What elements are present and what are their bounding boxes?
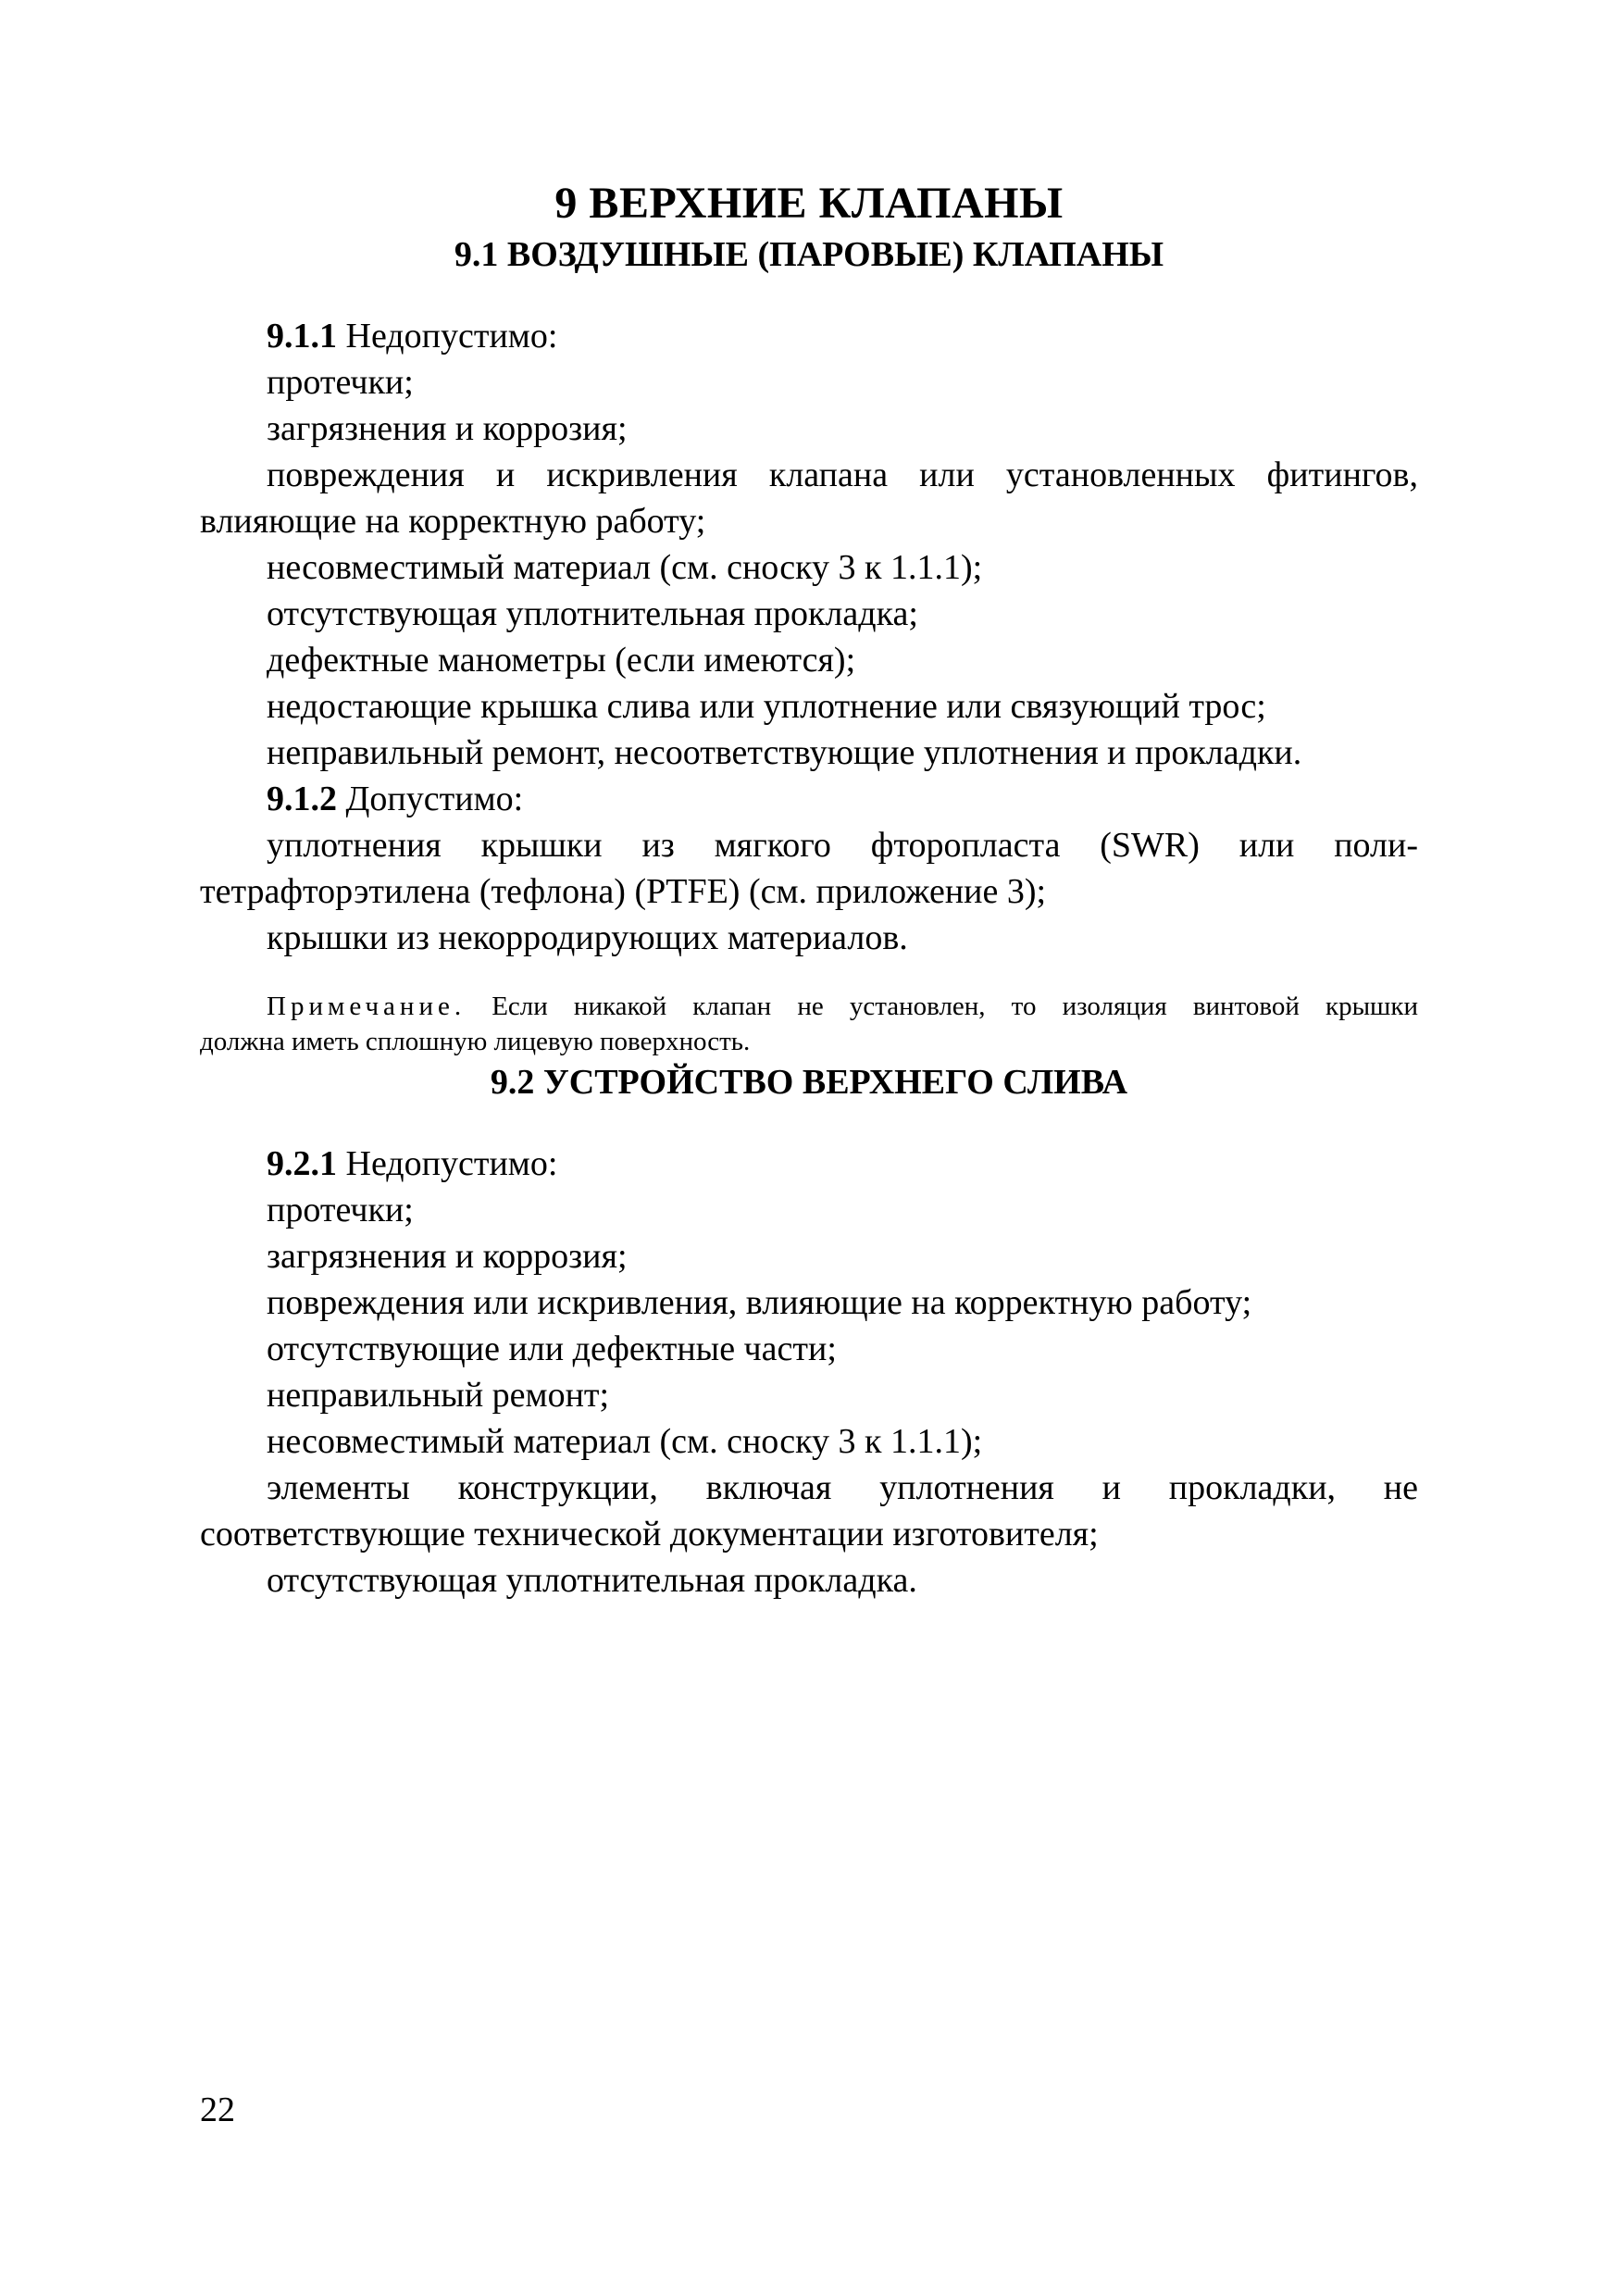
- list-item: повреждения или искривления, влияющие на корректную работу;: [267, 1283, 1252, 1322]
- clause-number: 9.2.1: [267, 1144, 337, 1183]
- list-item: уплотнения крышки из мягкого фторопласта (SWR) или поли-: [267, 826, 1418, 865]
- clause-9-1-1: [200, 313, 1418, 961]
- list-item-continuation: соответствующие технической документации изготовителя;: [200, 1515, 1099, 1554]
- list-item: крышки из некорродирующих материалов.: [267, 918, 908, 957]
- list-item-continuation: влияющие на корректную работу;: [200, 502, 706, 541]
- list-item: неправильный ремонт;: [267, 1376, 610, 1415]
- list-item: протечки;: [267, 1191, 414, 1229]
- clause-heading: [200, 776, 1418, 822]
- list-item: элементы конструкции, включая уплотнения и прокладки, не: [267, 1468, 1418, 1507]
- note-label: Примечание.: [267, 992, 467, 1021]
- note-first-line: [200, 989, 1418, 1024]
- list-item: дефектные манометры (если имеются);: [267, 641, 856, 680]
- list-item: недостающие крышка слива или уплотнение или связующий трос;: [267, 687, 1266, 726]
- list-item: загрязнения и коррозия;: [267, 1237, 628, 1276]
- clause-label: Недопустимо:: [345, 317, 558, 356]
- list-item: отсутствующая уплотнительная прокладка;: [267, 594, 918, 633]
- list-item-continuation: тетрафторэтилена (тефлона) (PTFE) (см. приложение 3);: [200, 872, 1047, 911]
- clause-number: 9.1.1: [267, 317, 337, 356]
- section-title-9-1: 9.1 ВОЗДУШНЫЕ (ПАРОВЫЕ) КЛАПАНЫ: [454, 235, 1164, 274]
- page-content: [200, 176, 1418, 1603]
- page-number: 22: [200, 2090, 235, 2129]
- list-item: повреждения и искривления клапана или установленных фитингов,: [267, 455, 1418, 494]
- clause-heading: [200, 313, 1418, 359]
- section-title-9-2: 9.2 УСТРОЙСТВО ВЕРХНЕГО СЛИВА: [490, 1063, 1128, 1102]
- clause-label: Недопустимо:: [345, 1144, 558, 1183]
- clause-9-2-1: [200, 1141, 1418, 1603]
- list-item: отсутствующая уплотнительная прокладка.: [267, 1561, 917, 1600]
- list-item: неправильный ремонт, несоответствующие уплотнения и прокладки.: [267, 733, 1302, 772]
- list-item: отсутствующие или дефектные части;: [267, 1329, 837, 1368]
- clause-number: 9.1.2: [267, 780, 337, 818]
- chapter-title: 9 ВЕРХНИЕ КЛАПАНЫ: [554, 179, 1064, 228]
- list-item: загрязнения и коррозия;: [267, 409, 628, 448]
- note: [200, 989, 1418, 1059]
- note-text: Если никакой клапан не установлен, то изоляция винтовой крышки: [492, 992, 1418, 1021]
- list-item: несовместимый материал (см. сноску 3 к 1.1.1);: [267, 548, 983, 587]
- note-continuation: должна иметь сплошную лицевую поверхность.: [200, 1027, 751, 1056]
- list-item: несовместимый материал (см. сноску 3 к 1.1.1);: [267, 1422, 983, 1461]
- clause-label: Допустимо:: [345, 780, 524, 818]
- clause-heading: [200, 1141, 1418, 1187]
- list-item: протечки;: [267, 363, 414, 402]
